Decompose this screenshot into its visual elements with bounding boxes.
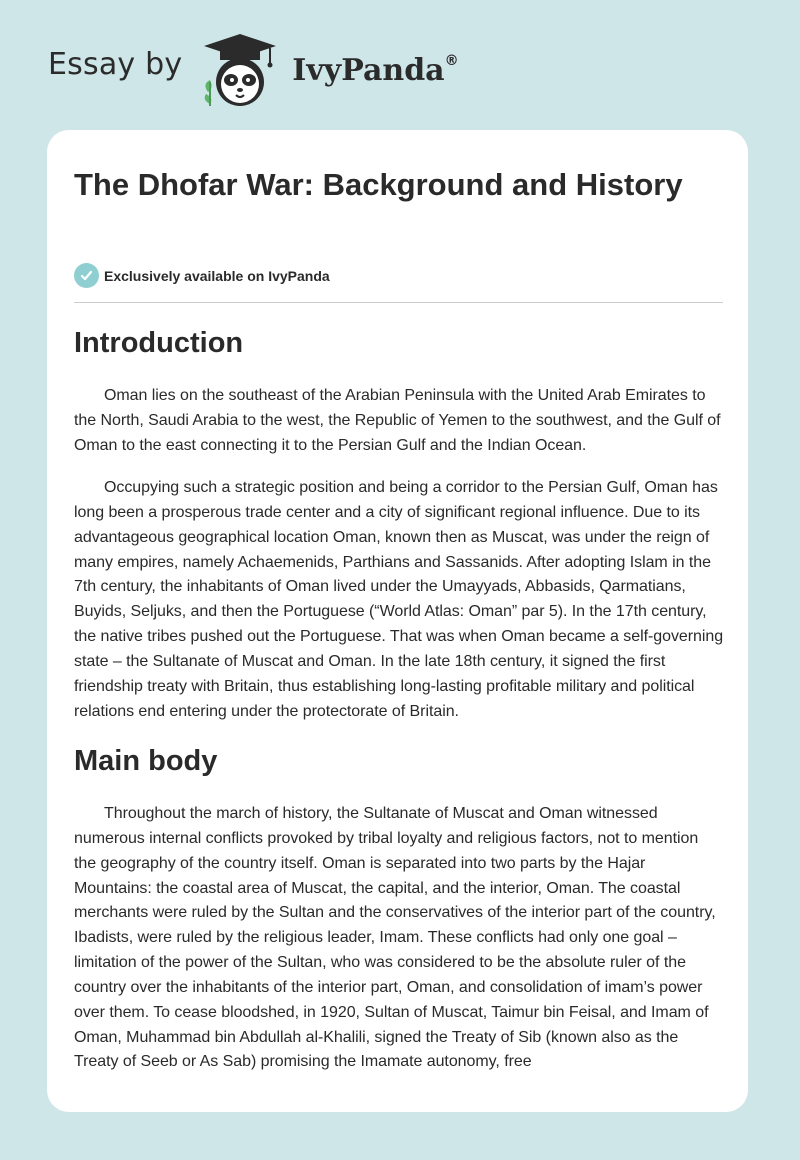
- site-header: [48, 30, 459, 110]
- divider: [74, 302, 723, 303]
- brand-name[interactable]: IvyPanda®: [292, 52, 459, 88]
- section-heading-main-body: Main body: [74, 745, 218, 777]
- exclusive-label: Exclusively available on IvyPanda: [104, 267, 330, 284]
- essay-by-label: Essay by: [48, 46, 183, 82]
- paragraph: Oman lies on the southeast of the Arabian Peninsula with the United Arab Emirates to the North, Saudi Arabia to the west, the Republic of Yemen to the southwest, and the Gulf of Oman to the east connecting it to the Persian Gulf and the Indian Ocean.: [74, 387, 721, 454]
- paragraph: Throughout the march of history, the Sultanate of Muscat and Oman witnessed numerous internal conflicts provoked by tribal loyalty and religious factors, not to mention the geography of the country itself. Oman is separated into two parts by the Hajar Mountains: the coastal area of Muscat, the capital, and the interior, Oman. The coastal merchants were ruled by the Sultan and the conservatives of the interior part of the country, Ibadists, were ruled by the religious leader, Imam. These conflicts had only one goal – limitation of the power of the Sultan, who was considered to be the absolute ruler of the country over the inhabitants of the interior part, Oman, and consolidation of imam’s power over them. To cease bloodshed, in 1920, Sultan of Muscat, Taimur bin Feisal, and Imam of Oman, Muhammad bin Abdullah al-Khalili, signed the Treaty of Sib (known also as the Treaty of Seeb or As Sab) promising the Imamate autonomy, free: [74, 805, 716, 1071]
- exclusive-badge: [74, 263, 330, 288]
- checkmark-icon: [74, 263, 99, 288]
- paragraph: Occupying such a strategic position and being a corridor to the Persian Gulf, Oman has long been a prosperous trade center and a city of significant regional influence. Due to its advantageous geographical location Oman, known then as Muscat, was under the reign of many empires, namely Achaemenids, Parthians and Sassanids. After adopting Islam in the 7th century, the inhabitants of Oman lived under the Umayyads, Abbasids, Qarmatians, Buyids, Seljuks, and then the Portuguese (“World Atlas: Oman” par 5). In the 17th century, the native tribes pushed out the Portuguese. That was when Oman became a self-governing state – the Sultanate of Muscat and Oman. In the late 18th century, it signed the first friendship treaty with Britain, thus establishing long-lasting profitable military and political relations end entering under the protectorate of Britain.: [74, 479, 724, 720]
- panda-logo-icon[interactable]: [196, 30, 284, 110]
- section-heading-introduction: Introduction: [74, 327, 244, 359]
- essay-card: [47, 130, 748, 1112]
- page-title: The Dhofar War: Background and History: [74, 167, 683, 202]
